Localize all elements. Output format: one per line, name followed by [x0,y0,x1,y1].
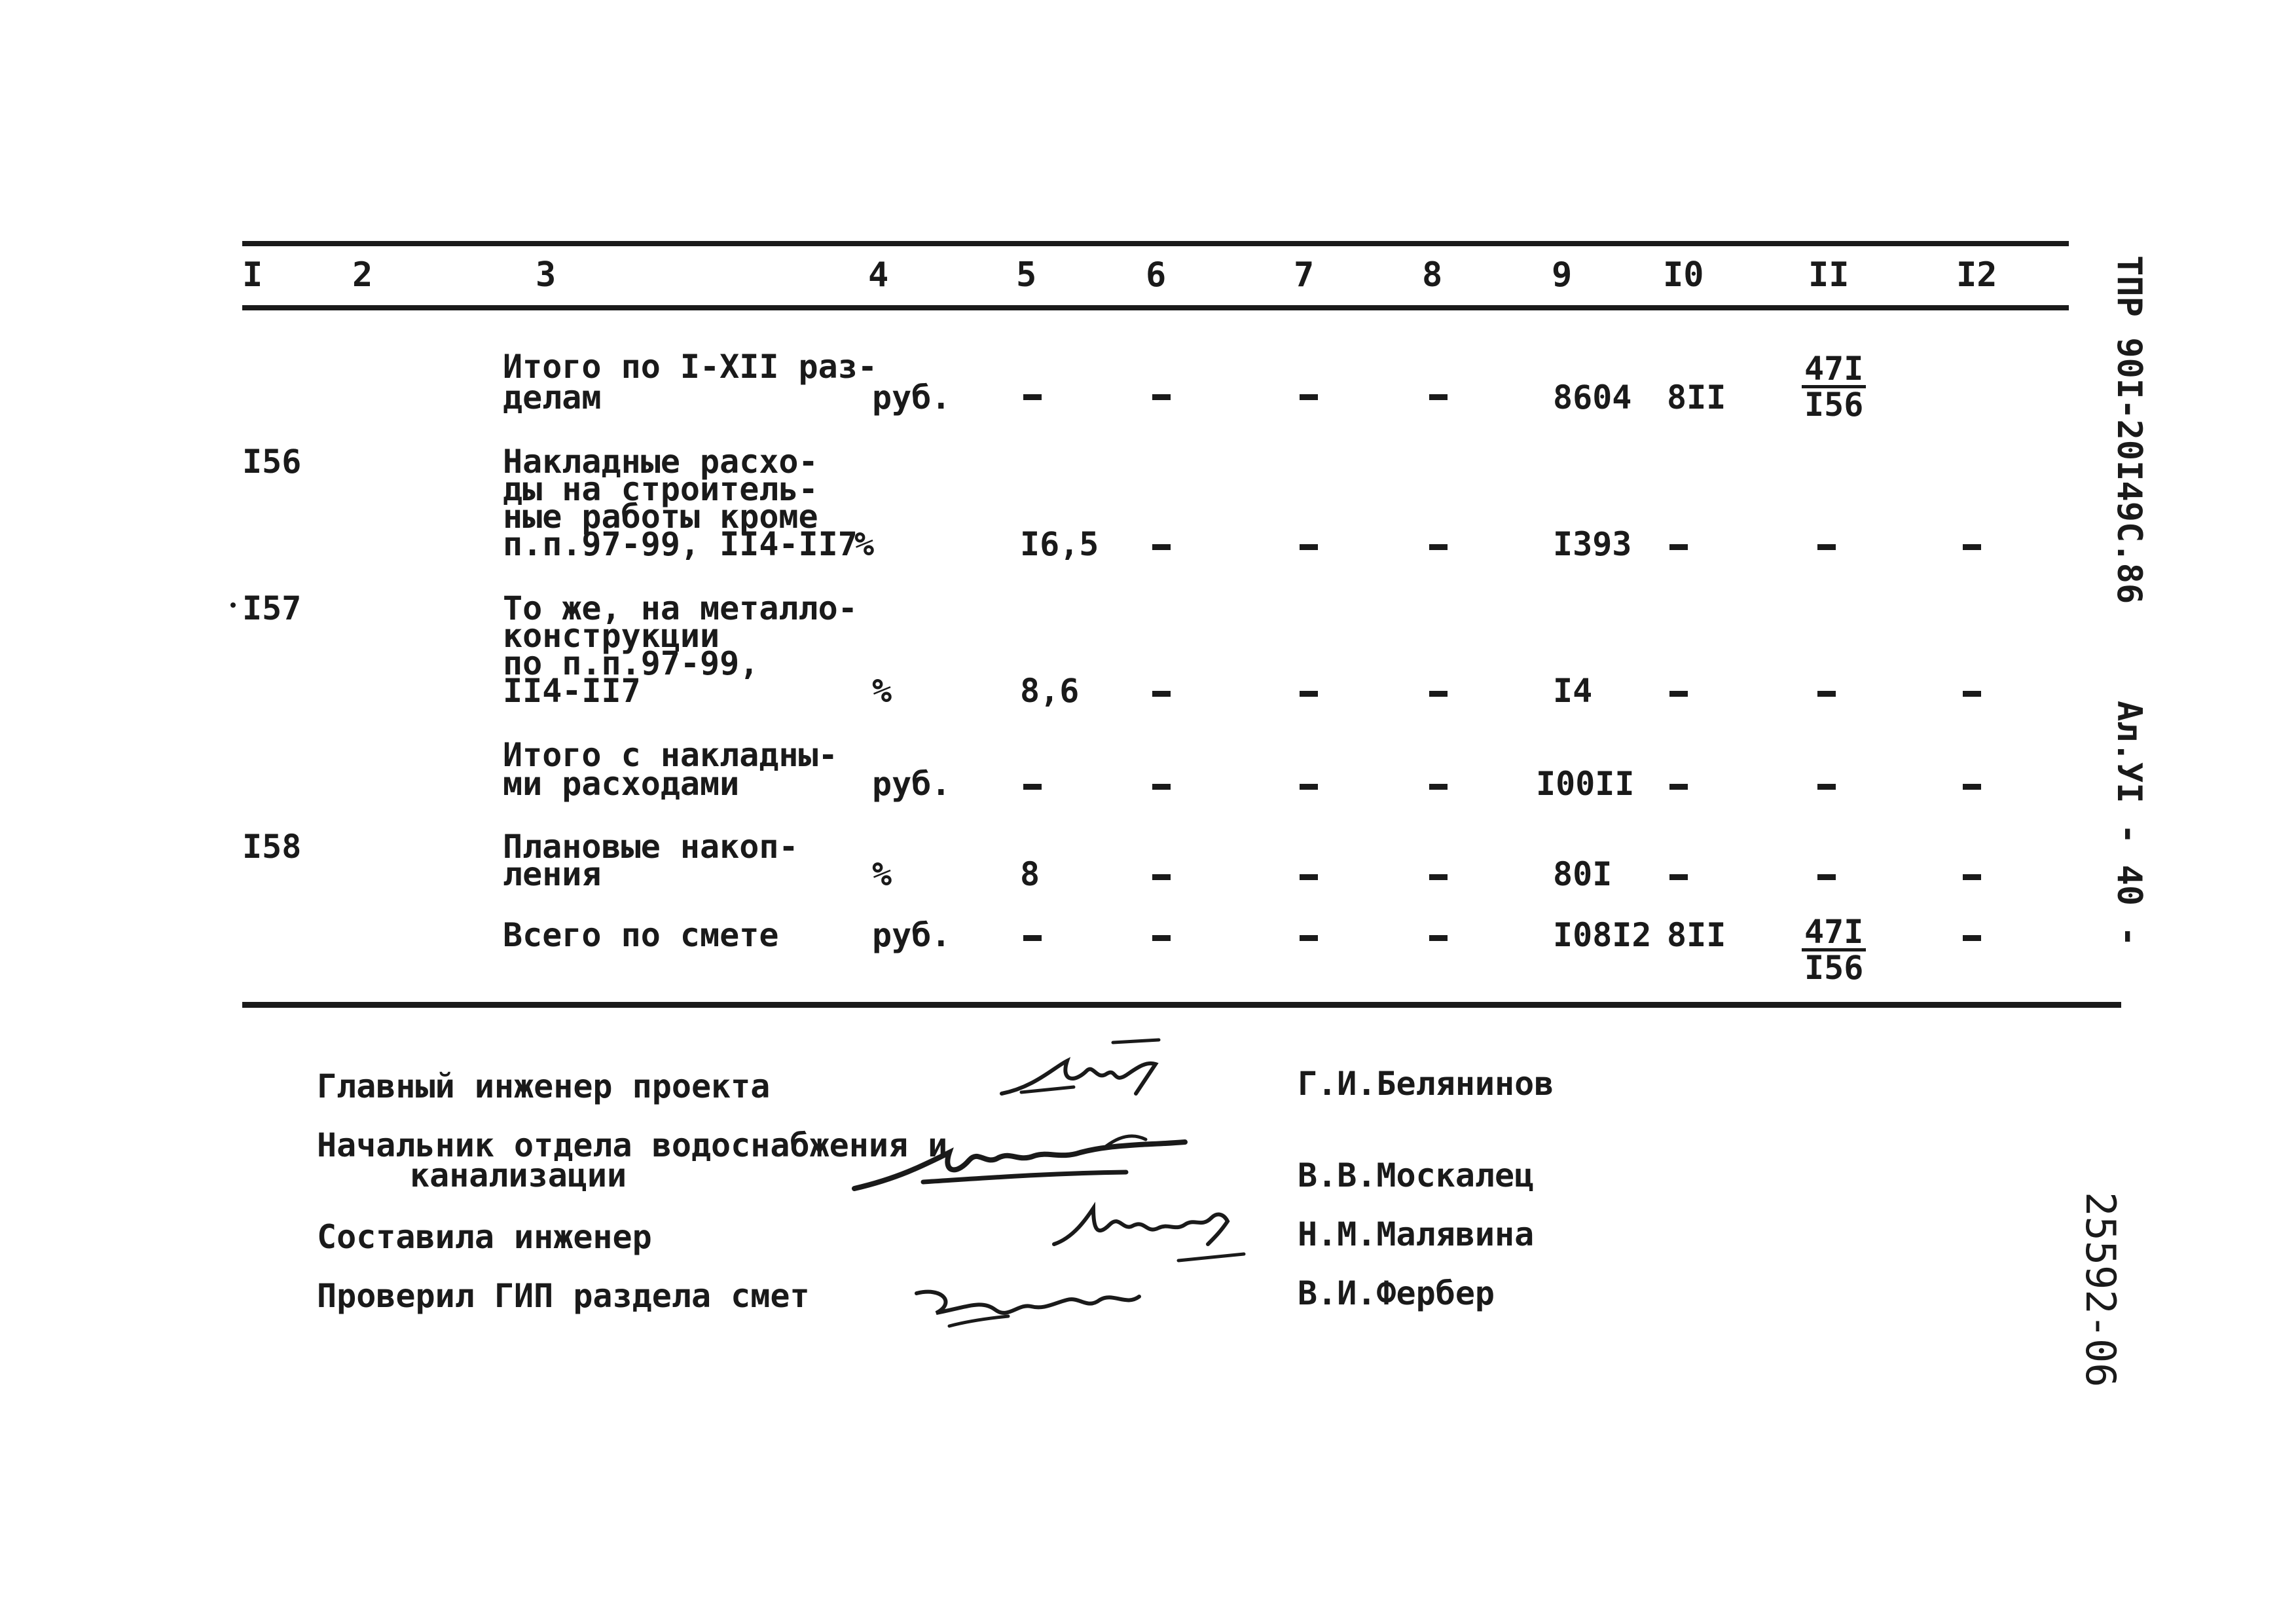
dash-mark [1963,874,1981,880]
signature-scribble [910,1280,1159,1333]
row-unit: % [872,672,892,710]
row-col9: 80I [1553,855,1613,893]
col-header-4: 4 [868,255,889,295]
signatory-name: Г.И.Белянинов [1298,1065,1554,1103]
dash-mark [1669,544,1688,550]
row-name-line: Всего по смете [503,916,779,954]
row-name-line: Итого с накладны- [503,736,838,774]
dash-mark [1023,394,1042,400]
col-header-2: 2 [352,255,373,295]
dash-mark [1429,874,1448,880]
row-col10: 8II [1667,916,1726,954]
col-header-7: 7 [1294,255,1315,295]
row-number: I58 [242,828,302,866]
row-name-line: То же, на металло- [503,589,858,627]
row-name-line: Итого по I-XII раз- [503,348,877,386]
row-name-line: II4-II7 [503,672,641,710]
dash-mark [1963,544,1981,550]
row-name-line: Плановые накоп- [503,828,799,866]
dash-mark [1023,784,1042,790]
dash-mark [1152,544,1171,550]
col-header-6: 6 [1146,255,1167,295]
signature-scribble [1048,1198,1257,1270]
dash-mark [1669,691,1688,697]
dash-mark [1300,544,1318,550]
row-unit: руб. [872,765,951,803]
signatory-name: В.И.Фербер [1298,1274,1495,1312]
row-number: I56 [242,443,302,481]
fraction-numerator: 47I [1802,354,1866,388]
row-col9: I00II [1536,765,1635,803]
dash-mark [1817,691,1836,697]
signatory-title: Начальник отдела водоснабжения и [317,1126,948,1164]
dash-mark [1429,394,1448,400]
table-top-rule [242,241,2069,246]
signature-scribble [995,1035,1165,1107]
dash-mark [1152,935,1171,941]
row-name-line: Накладные расхо- [503,443,818,481]
row-name-line: ные работы кроме [503,498,818,536]
fraction-value [1802,350,1866,424]
row-name-line: ления [503,855,602,893]
col-header-10: I0 [1663,255,1704,295]
col-header-3: 3 [536,255,556,295]
table-bottom-rule [242,1002,2121,1008]
signatory-name: В.В.Москалец [1298,1156,1535,1194]
row-col10: 8II [1667,378,1726,416]
row-unit: % [872,855,892,893]
dash-mark [1669,874,1688,880]
row-name-line: делам [503,378,602,416]
dash-mark [1300,784,1318,790]
row-col9: I393 [1553,525,1632,563]
dash-mark [1152,874,1171,880]
inventory-number: 25592-06 [2077,1192,2124,1388]
dash-mark [1152,394,1171,400]
dash-mark [1429,935,1448,941]
dash-mark [1817,874,1836,880]
dash-mark [1817,784,1836,790]
dash-mark [1152,691,1171,697]
col-header-11: II [1808,255,1850,295]
dash-mark [1963,691,1981,697]
signatory-title: Проверил ГИП раздела смет [317,1277,810,1315]
row-name-line: ды на строитель- [503,470,818,508]
dash-mark [1300,691,1318,697]
dash-mark [1300,394,1318,400]
col-header-5: 5 [1016,255,1037,295]
col-header-9: 9 [1552,255,1573,295]
signatory-title: Составила инженер [317,1218,652,1256]
dash-mark [1429,784,1448,790]
dash-mark [1429,544,1448,550]
row-col5: 8,6 [1020,672,1080,710]
dash-mark [1429,691,1448,697]
row-col9: 8604 [1553,378,1632,416]
row-name-line: конструкции [503,617,720,655]
fraction-value [1802,913,1866,987]
row-col9: I08I2 [1553,916,1652,954]
row-col5: 8 [1020,855,1040,893]
col-header-1: I [242,255,263,295]
signature-scribble [845,1126,1211,1198]
row-col9: I4 [1553,672,1593,710]
dash-mark [1963,784,1981,790]
signatory-title: Главный инженер проекта [317,1067,771,1105]
col-header-12: I2 [1956,255,1997,295]
signatory-title: канализации [410,1156,627,1194]
document-code: ТПР 90I-20I49С.86 [2109,255,2149,604]
row-number: I57 [242,589,302,627]
dash-mark [1817,544,1836,550]
dash-mark [1300,935,1318,941]
row-unit: % [854,525,875,563]
fraction-numerator: 47I [1802,917,1866,951]
dash-mark [1023,935,1042,941]
row-unit: руб. [872,378,951,416]
row-name-line: ми расходами [503,765,740,803]
dash-mark [1963,935,1981,941]
dash-mark [1669,784,1688,790]
stray-mark [230,602,236,608]
row-col5: I6,5 [1020,525,1099,563]
signatory-name: Н.М.Малявина [1298,1215,1535,1253]
dash-mark [1300,874,1318,880]
dash-mark [1152,784,1171,790]
col-header-8: 8 [1422,255,1443,295]
sheet-number: Ал.УI - 40 - [2109,701,2149,947]
table-header-rule [242,305,2069,310]
fraction-denominator: I56 [1804,386,1864,424]
row-unit: руб. [872,916,951,954]
row-name-line: п.п.97-99, II4-II7 [503,525,858,563]
row-name-line: по п.п.97-99, [503,644,759,682]
fraction-denominator: I56 [1804,949,1864,987]
